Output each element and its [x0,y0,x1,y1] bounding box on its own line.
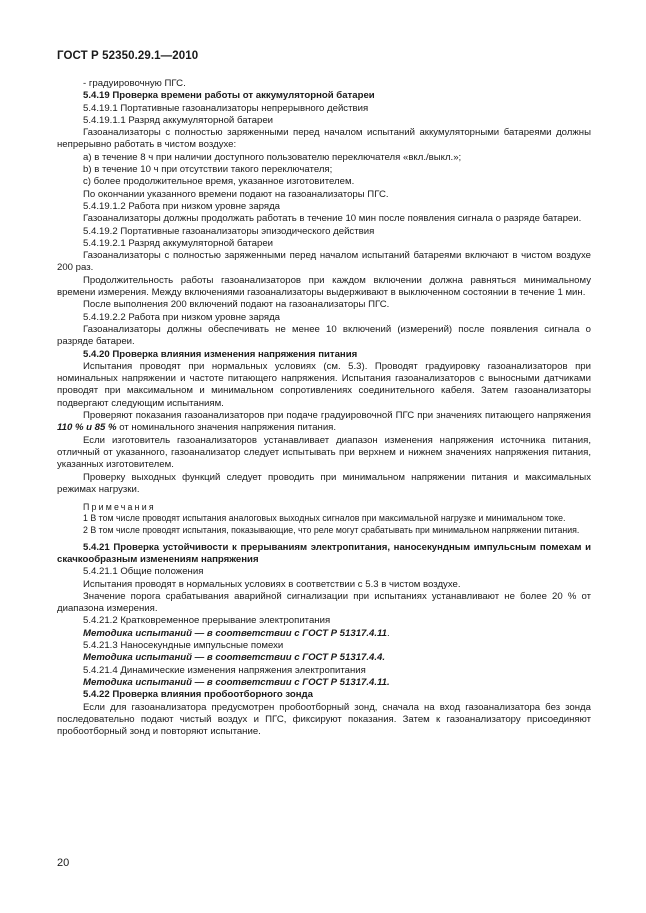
subsection-title: 5.4.19.1.2 Работа при низком уровне заряда [83,200,281,212]
subsection-title: 5.4.19.1 Портативные газоанализаторы непрерывного действия [83,102,369,114]
method-line [57,628,591,640]
paragraph: Испытания проводят при нормальных условиях (см. 5.3). Проводят градуировку газоанализаторов при номинальных напряжении и частоте питающего напряжения. Испытания газоанализаторов с выносными датчиками проводят при максимальном и минимальном сопротивлениях соединительного кабеля. Затем газоанализаторы подвергают следующим испытаниям. [57,360,591,409]
paragraph: Если изготовитель газоанализаторов устанавливает диапазон изменения напряжения источника питания, отличный от указанного, газоанализатор следует испытывать при верхнем и нижнем значениях напряжения питания, указанных изготовителем. [57,434,591,471]
paragraph: Если для газоанализатора предусмотрен пробоотборный зонд, сначала на вход газоанализатора без зонда последовательно подают чистый воздух и ПГС, фиксируют показания. Затем к газоанализатору присоединяют пробоотборный зонд и повторяют испытание. [57,701,591,738]
text-run: . [387,627,390,639]
paragraph: Значение порога срабатывания аварийной сигнализации при испытаниях устанавливают не более 20 % от диапазона измерения. [57,590,591,615]
page-number: 20 [57,857,70,869]
paragraph: По окончании указанного времени подают на газоанализаторы ПГС. [83,188,389,200]
page-header: ГОСТ Р 52350.29.1—2010 [57,50,199,62]
subsection-title: 5.4.19.2 Портативные газоанализаторы эпизодического действия [83,225,375,237]
subsection-title: 5.4.21.3 Наносекундные импульсные помехи [83,640,284,652]
subsection-title: 5.4.21.4 Динамические изменения напряжения электропитания [83,664,366,676]
page-body [57,78,591,738]
paragraph [57,410,591,435]
subsection-title: 5.4.19.2.2 Работа при низком уровне заряда [83,311,281,323]
text-run: от номинального значения напряжения питания. [116,422,337,434]
section-heading: 5.4.20 Проверка влияния изменения напряжения питания [83,348,358,360]
paragraph: Газоанализаторы с полностью заряженными перед началом испытаний аккумуляторными батареями должны непрерывно работать в чистом воздухе: [57,127,591,151]
section-heading: 5.4.22 Проверка влияния пробоотборного зонда [83,689,313,701]
paragraph: Проверку выходных функций следует проводить при минимальном напряжении питания и максимальных режимах нагрузки. [57,471,591,495]
paragraph: Газоанализаторы должны продолжать работать в течение 10 мин после появления сигнала о разряде батареи. [83,213,582,225]
paragraph: Испытания проводят в нормальных условиях в соответствии с 5.3 в чистом воздухе. [83,578,461,590]
paragraph: - градуировочную ПГС. [83,78,186,89]
subsection-title: 5.4.21.2 Кратковременное прерывание электропитания [83,615,331,627]
section-heading: 5.4.21 Проверка устойчивости к прерываниям электропитания, наносекундным импульсным помехам и скачкообразным изменениям напряжения [57,541,591,565]
emphasis-text: Методика испытаний — в соответствии с ГОСТ Р 51317.4.11 [83,627,387,639]
note-item: 2 В том числе проводят испытания, показывающие, что реле могут срабатывать при минимальном напряжении питания. [83,524,580,535]
list-item: a) в течение 8 ч при наличии доступного пользователю переключателя «вкл./выкл.»; [83,151,462,163]
paragraph: Газоанализаторы должны обеспечивать не менее 10 включений (измерений) после появления сигнала о разряде батареи. [57,323,591,348]
method-line: Методика испытаний — в соответствии с ГОСТ Р 51317.4.11. [83,676,390,688]
subsection-title: 5.4.19.2.1 Разряд аккумуляторной батареи [83,237,274,249]
paragraph: Продолжительность работы газоанализаторов при каждом включении должна равняться минимальному времени измерения. Между включениями газоанализаторы выдерживают в выключенном состоянии в течение 1 мин. [57,274,591,299]
subsection-title: 5.4.21.1 Общие положения [83,566,204,578]
notes-title: Примечания [83,502,156,513]
list-item: b) в течение 10 ч при отсутствии такого переключателя; [83,164,333,176]
note-item: 1 В том числе проводят испытания аналоговых выходных сигналов при максимальной нагрузке и минимальном токе. [83,513,566,524]
emphasis-text: 110 % и 85 % [57,422,117,434]
paragraph: Газоанализаторы с полностью заряженными перед началом испытаний батареями включают в чистом воздухе 200 раз. [57,250,591,274]
subsection-title: 5.4.19.1.1 Разряд аккумуляторной батареи [83,114,274,126]
text-run: Проверяют показания газоанализаторов при подаче градуировочной ПГС при значениях питающего напряжения [83,410,591,422]
section-heading: 5.4.19 Проверка времени работы от аккумуляторной батареи [83,90,375,102]
list-item: c) более продолжительное время, указанное изготовителем. [83,176,355,188]
method-line: Методика испытаний — в соответствии с ГОСТ Р 51317.4.4. [83,652,386,664]
paragraph: После выполнения 200 включений подают на газоанализаторы ПГС. [83,299,390,311]
